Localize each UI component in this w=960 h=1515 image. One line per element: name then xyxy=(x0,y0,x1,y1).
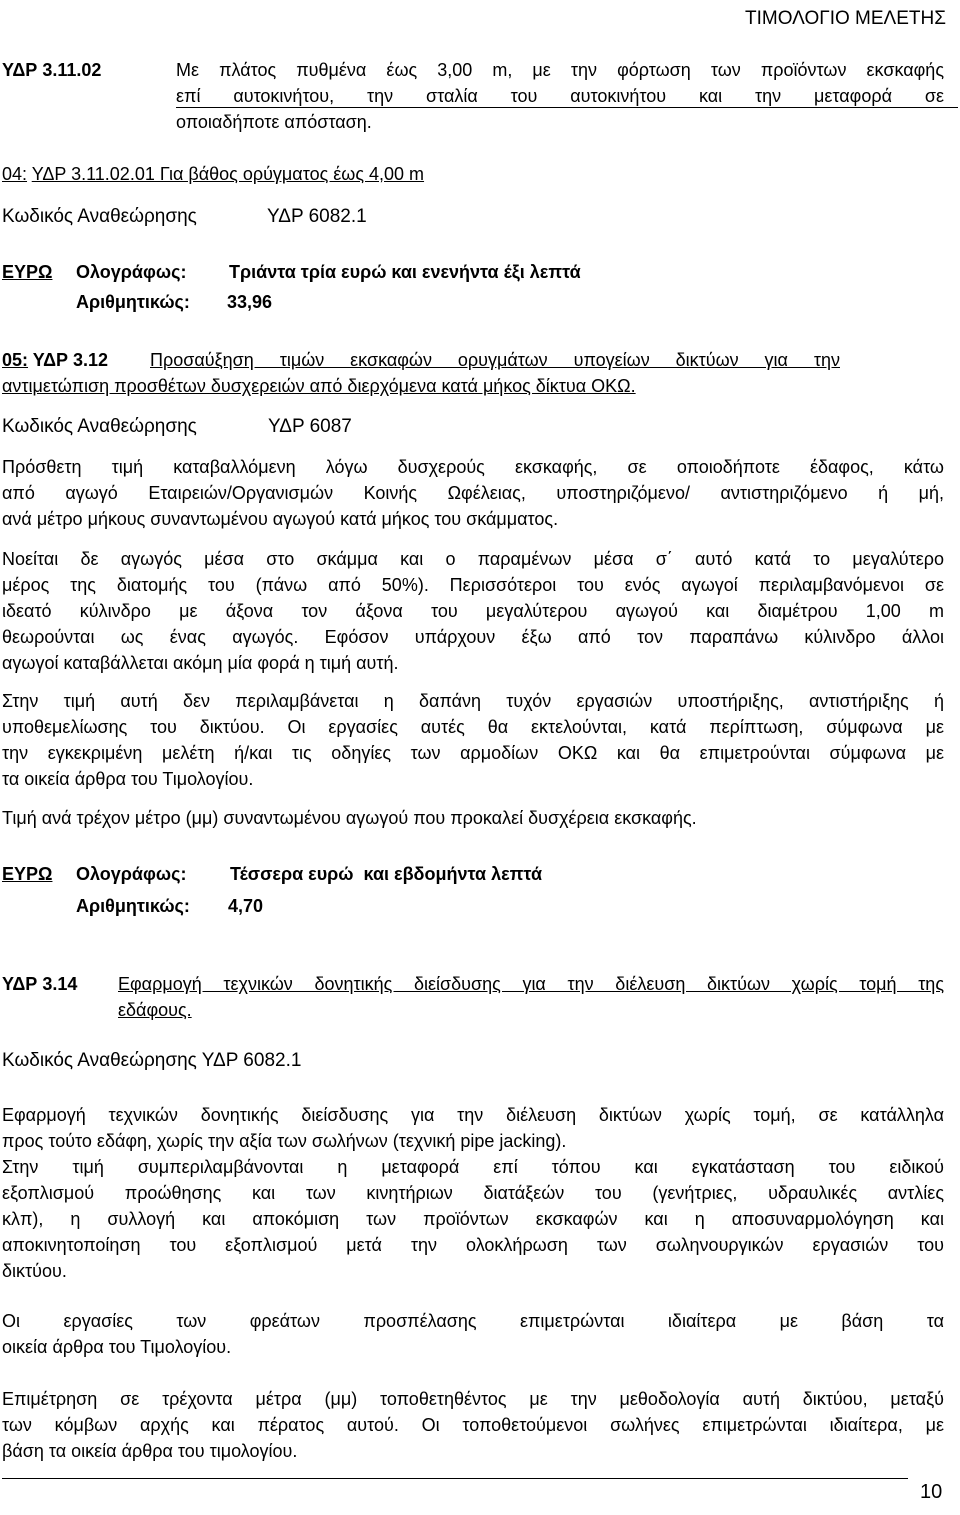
paragraph-line: τα οικεία άρθρα του Τιμολογίου. xyxy=(2,769,254,789)
paragraph-line: Επιμέτρηση σε τρέχοντα μέτρα (μμ) τοποθετηθέντος με την μεθοδολογία αυτή δικτύου, μεταξύ xyxy=(2,1389,944,1409)
paragraph-line: δικτύου. xyxy=(2,1261,67,1281)
numeric-label: Αριθμητικώς: xyxy=(76,896,190,916)
paragraph-line: Νοείται δε αγωγός μέσα στο σκάμμα και ο παραμένων μέσα σ΄ αυτό κατά το μεγαλύτερο xyxy=(2,549,944,569)
words-label: Ολογράφως: xyxy=(76,262,187,282)
paragraph-line: προς τούτο εδάφη, χωρίς την αξία των σωλήνων (τεχνική pipe jacking). xyxy=(2,1131,567,1151)
revision-label: Κωδικός Αναθεώρησης xyxy=(2,416,197,437)
item-title-line: Προσαύξηση τιμών εκσκαφών ορυγμάτων υπογείων δικτύων για την xyxy=(150,350,840,370)
item-title-line: αντιμετώπιση προσθέτων δυσχερειών από διερχόμενα κατά μήκος δίκτυα ΟΚΩ. xyxy=(2,376,636,396)
item-code: ΥΔΡ 3.14 xyxy=(2,974,78,994)
price-numeric: 4,70 xyxy=(228,896,264,916)
paragraph-line: των κόμβων αρχής και πέρατος αυτού. Οι τοποθετούμενοι σωλήνες επιμετρώνται ιδιαίτερα, με xyxy=(2,1415,944,1435)
revision-line: Κωδικός Αναθεώρησης ΥΔΡ 6082.1 xyxy=(2,1050,302,1071)
item-description-line: Με πλάτος πυθμένα έως 3,00 m, με την φόρτωση των προϊόντων εκσκαφής xyxy=(176,60,944,80)
item-04-heading xyxy=(2,164,424,185)
paragraph-line: οικεία άρθρα του Τιμολογίου. xyxy=(2,1337,232,1357)
paragraph-line: την εγκεκριμένη μελέτη ή/και τις οδηγίες των αρμοδίων ΟΚΩ και θα επιμετρούνται σύμφωνα με xyxy=(2,743,944,763)
item-code: ΥΔΡ 3.12 xyxy=(32,350,109,370)
paragraph-line: αποκινητοποίηση του εξοπλισμού μετά την ολοκλήρωση των σωληνουργικών εργασιών του xyxy=(2,1235,944,1255)
revision-code: ΥΔΡ 6087 xyxy=(268,416,352,437)
description-paragraph xyxy=(2,1386,944,1464)
description-paragraph xyxy=(2,1308,944,1360)
paragraph-line: υποθεμελίωσης του δικτύου. Οι εργασίες αυτές θα εκτελούνται, κατά περίπτωση, σύμφωνα με xyxy=(2,717,944,737)
paragraph-line: Εφαρμογή τεχνικών δονητικής διείσδυσης για την διέλευση δικτύων χωρίς τομή, σε κατάλληλα xyxy=(2,1105,944,1125)
description-paragraph xyxy=(2,688,944,792)
description-paragraph xyxy=(2,454,944,532)
page-header-title: ΤΙΜΟΛΟΓΙΟ ΜΕΛΕΤΗΣ xyxy=(745,8,946,29)
paragraph-line: ιδεατό κύλινδρο με άξονα τον άξονα του μεγαλύτερου αγωγού και διαμέτρου 1,00 m xyxy=(2,601,944,621)
paragraph-line: μέρος της διατομής του (πάνω από 50%). Περισσότεροι του ενός αγωγοί περιλαμβανόμενοι σε xyxy=(2,575,944,595)
page-number: 10 xyxy=(920,1481,943,1503)
item-prefix: 04: xyxy=(2,164,28,184)
item-title-line: Εφαρμογή τεχνικών δονητικής διείσδυσης για την διέλευση δικτύων χωρίς τομή της xyxy=(118,974,944,994)
euro-label: ΕΥΡΩ xyxy=(2,864,53,884)
underline-rule xyxy=(176,107,958,108)
item-description-line: οποιαδήποτε απόσταση. xyxy=(176,112,372,132)
paragraph-line: Στην τιμή συμπεριλαμβάνονται η μεταφορά επί τόπου και εγκατάσταση του ειδικού xyxy=(2,1157,944,1177)
price-in-words: Τριάντα τρία ευρώ και ενενήντα έξι λεπτά xyxy=(229,262,581,282)
item-description-line: επί αυτοκινήτου, την σταλία του αυτοκινήτου και την μεταφορά σε xyxy=(176,86,944,106)
description-paragraph xyxy=(2,546,944,676)
paragraph-line: θεωρούνται ως ένας αγωγός. Εφόσον υπάρχουν έξω από τον παραπάνω κύλινδρο άλλοι xyxy=(2,627,944,647)
price-numeric: 33,96 xyxy=(227,292,273,312)
paragraph-line: από αγωγό Εταιρειών/Οργανισμών Κοινής Ωφέλειας, υποστηριζόμενο/ αντιστηριζόμενο ή μή, xyxy=(2,483,944,503)
description-paragraph xyxy=(2,1102,944,1284)
footer-rule xyxy=(2,1478,908,1479)
item-05-heading xyxy=(2,350,108,371)
paragraph-line: Πρόσθετη τιμή καταβαλλόμενη λόγω δυσχερούς εκσκαφής, σε οποιοδήποτε έδαφος, κάτω xyxy=(2,457,944,477)
item-prefix: 05: xyxy=(2,350,29,370)
paragraph-line: κλπ), η συλλογή και αποκόμιση των προϊόντων εκσκαφών και η αποσυναρμολόγηση και xyxy=(2,1209,944,1229)
item-code: ΥΔΡ 3.11.02 xyxy=(2,60,102,80)
words-label: Ολογράφως: xyxy=(76,864,187,884)
euro-label: ΕΥΡΩ xyxy=(2,262,53,282)
revision-code: ΥΔΡ 6082.1 xyxy=(267,206,367,227)
paragraph-line: Στην τιμή αυτή δεν περιλαμβάνεται η δαπάνη τυχόν εργασιών υποστήριξης, αντιστήριξης ή xyxy=(2,691,944,711)
paragraph-line: εξοπλισμού προώθησης και των κινητήριων διατάξεών του (γενήτριες, υδραυλικές αντλίες xyxy=(2,1183,944,1203)
measurement-note: Τιμή ανά τρέχον μέτρο (μμ) συναντωμένου αγωγού που προκαλεί δυσχέρεια εκσκαφής. xyxy=(2,808,697,828)
numeric-label: Αριθμητικώς: xyxy=(76,292,190,312)
paragraph-line: βάση τα οικεία άρθρα του τιμολογίου. xyxy=(2,1441,298,1461)
revision-label: Κωδικός Αναθεώρησης xyxy=(2,206,197,227)
item-title-line: εδάφους. xyxy=(118,1000,192,1020)
paragraph-line: αγωγοί καταβάλλεται ακόμη μία φορά η τιμή αυτή. xyxy=(2,653,399,673)
paragraph-line: Οι εργασίες των φρεάτων προσπέλασης επιμετρώνται ιδιαίτερα με βάση τα xyxy=(2,1311,944,1331)
price-in-words: Τέσσερα ευρώ και εβδομήντα λεπτά xyxy=(230,864,543,884)
item-title: ΥΔΡ 3.11.02.01 Για βάθος ορύγματος έως 4,00 m xyxy=(31,164,425,184)
paragraph-line: ανά μέτρο μήκους συναντωμένου αγωγού κατά μήκος του σκάμματος. xyxy=(2,509,559,529)
